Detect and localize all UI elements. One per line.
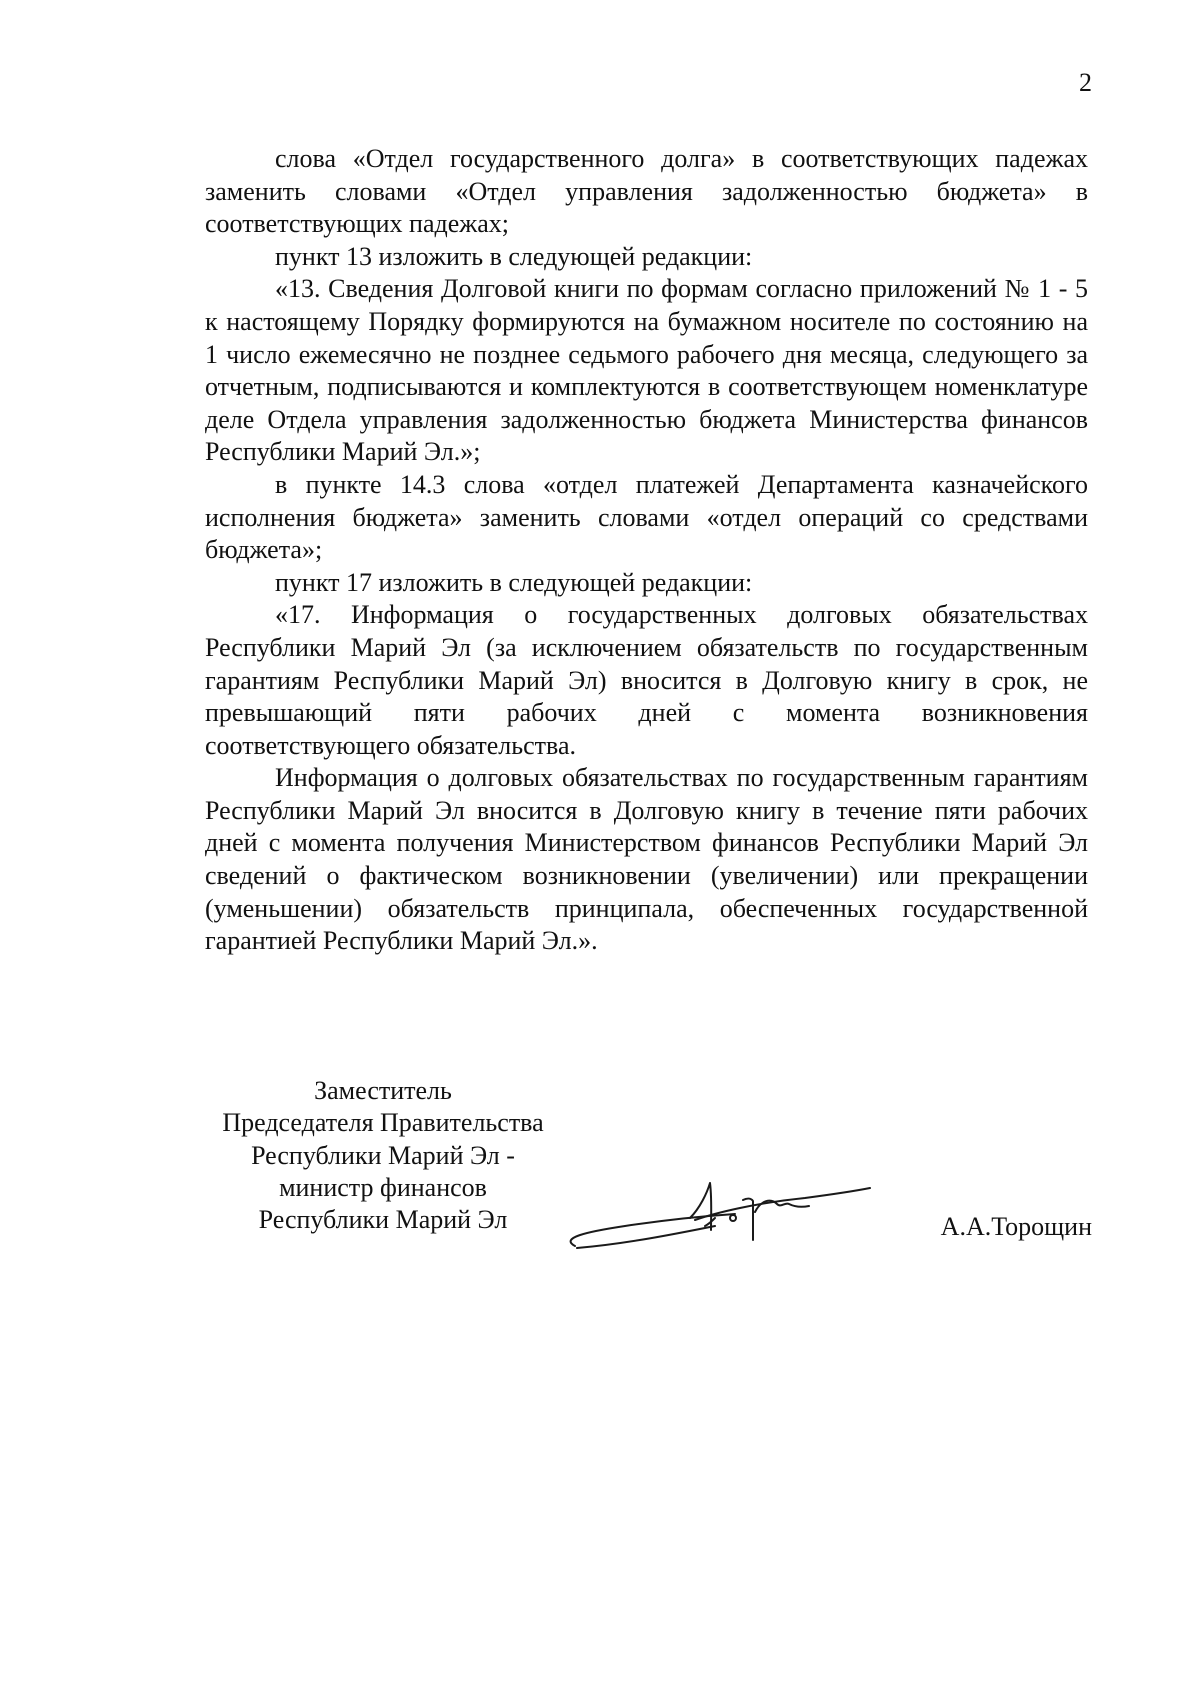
- signatory-title-line: министр финансов: [279, 1172, 487, 1202]
- paragraph-item-17-intro: пункт 17 изложить в следующей редакции:: [275, 567, 753, 597]
- signatory-title: [195, 1075, 571, 1236]
- signatory-title-line: Заместитель: [314, 1076, 452, 1105]
- page-number: 2: [1079, 68, 1092, 97]
- paragraph-item-14-3: в пункте 14.3 слова «отдел платежей Департамента казначейского исполнения бюджета» заменить словами «отдел операций со средствами бюджета»;: [205, 469, 1088, 565]
- handwritten-signature: [565, 1168, 880, 1258]
- paragraph-replace-department-name: слова «Отдел государственного долга» в соответствующих падежах заменить словами «Отдел управления задолженностью бюджета» в соответствующих падежах;: [205, 144, 1088, 239]
- signatory-title-line: Председателя Правительства: [222, 1108, 544, 1138]
- paragraph-item-13-text: «13. Сведения Долговой книги по формам согласно приложений № 1 - 5 к настоящему Порядку формируются на бумажном носителе по состоянию на 1 число ежемесячно не позднее седьмого рабочего дня месяца, следующего за отчетным, подписываются и комплектуются в соответствующем номенклатуре деле Отдела управления задолженностью бюджета Министерства финансов Республики Марий Эл.»;: [205, 274, 1088, 467]
- signatory-title-line: Республики Марий Эл -: [251, 1140, 515, 1170]
- document-body: [205, 143, 1088, 958]
- paragraph-item-17-text: «17. Информация о государственных долговых обязательствах Республики Марий Эл (за исключением обязательств по государственным гарантиям Республики Марий Эл) вносится в Долговую книгу в срок, не превышающий пяти рабочих дней с момента возникновения соответствующего обязательства.: [205, 600, 1088, 760]
- paragraph-item-13-intro: пункт 13 изложить в следующей редакции:: [275, 241, 753, 271]
- paragraph-guarantees-info: Информация о долговых обязательствах по государственным гарантиям Республики Марий Эл вносится в Долговую книгу в течение пяти рабочих дней с момента получения Министерством финансов Республики Марий Эл сведений о фактическом возникновении (увеличении) или прекращении (уменьшении) обязательств принципала, обеспеченных государственной гарантией Республики Марий Эл.».: [205, 763, 1088, 956]
- signatory-name: А.А.Торощин: [940, 1212, 1092, 1241]
- signatory-title-line: Республики Марий Эл: [258, 1205, 508, 1235]
